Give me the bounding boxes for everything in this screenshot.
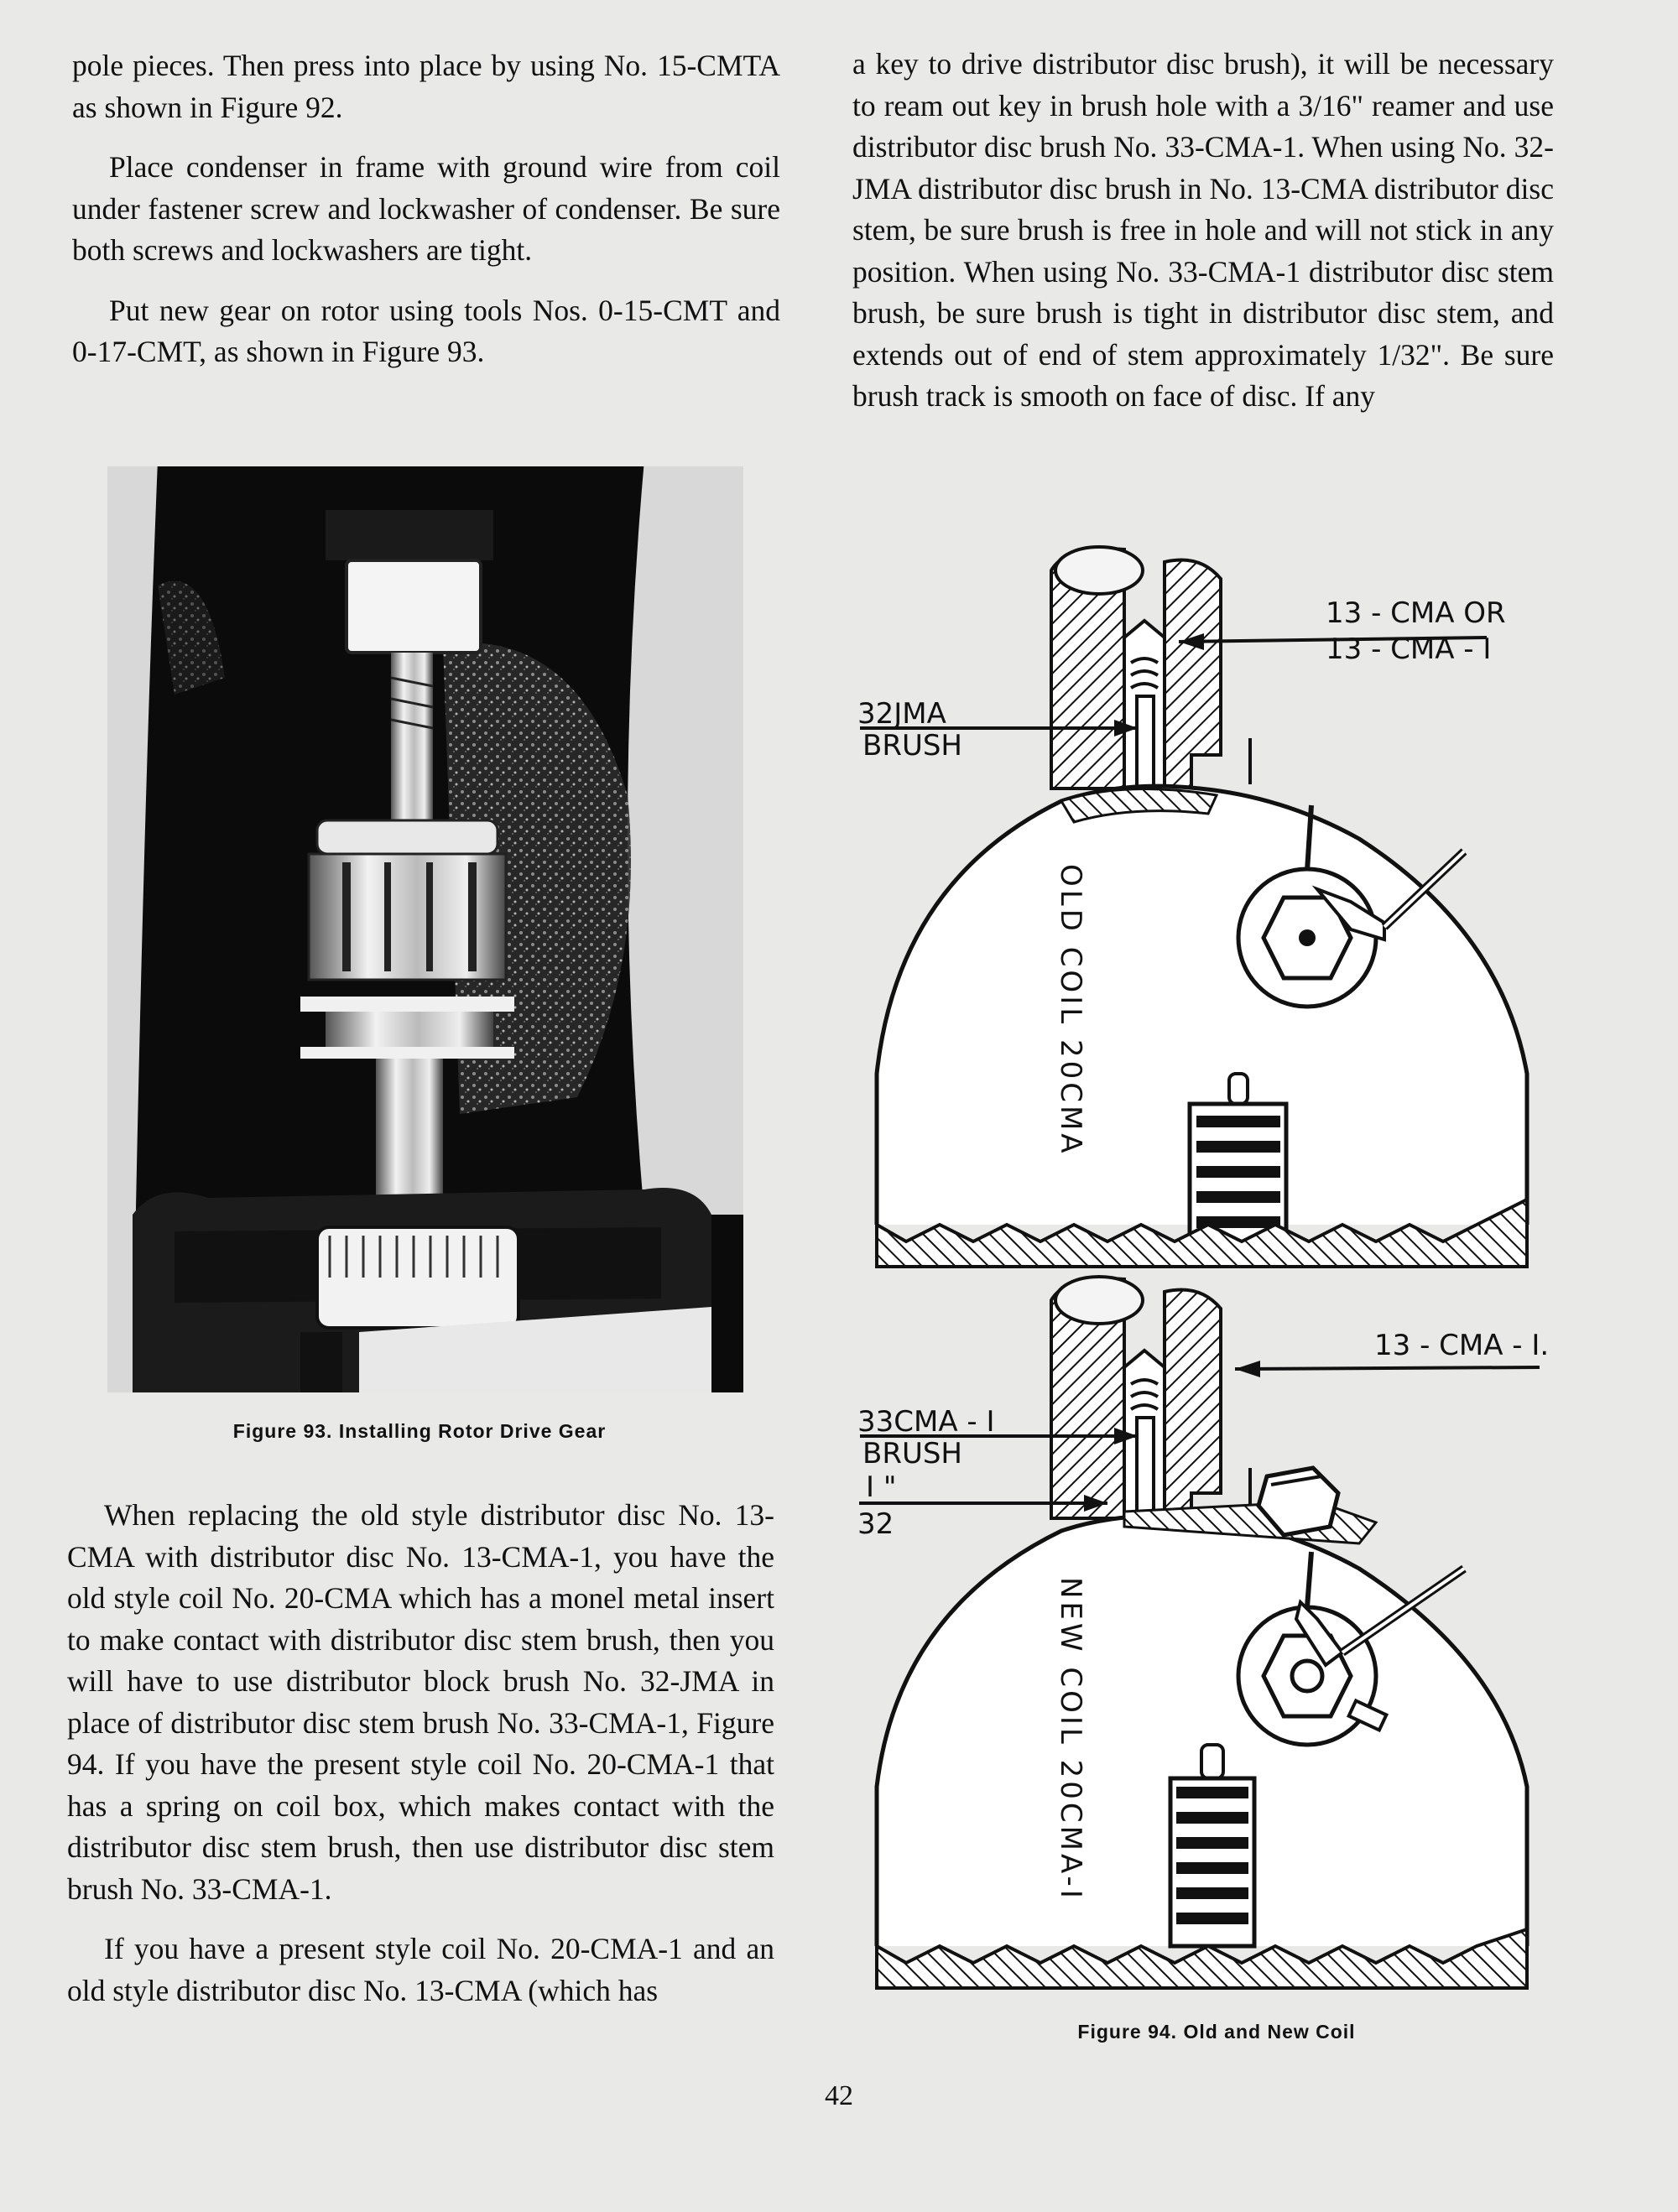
paragraph: Put new gear on rotor using tools Nos. 0-15-CMT and 0-17-CMT, as shown in Figure 93. [72, 293, 780, 368]
old-coil-label: OLD COIL 20CMA [1054, 864, 1087, 1157]
right-column-top-text [852, 44, 1554, 436]
paragraph: a key to drive distributor disc brush), it will be necessary to ream out key in brush hole with a 3/16" reamer and use distributor disc brush No. 33-CMA-1. When using No. 32-JMA distributor disc brush in No. 13-CMA distributor disc stem, be sure brush is free in hole and will not stick in any position. When using No. 33-CMA-1 distributor disc stem brush, be sure brush is tight in distributor disc stem, and extends out of end of stem approximately 1/32". Be sure brush track is smooth on face of disc. If any [852, 47, 1554, 413]
new-coil-diagram [857, 1277, 1549, 1988]
page-number: 42 [825, 2080, 853, 2111]
figure-93-photo [107, 460, 743, 1392]
paragraph: Place condenser in frame with ground wire from coil under fastener screw and lockwasher of condenser. Be sure both screws and lockwashers are tight. [72, 150, 780, 267]
figure-93-caption: Figure 93. Installing Rotor Drive Gear [232, 1420, 607, 1442]
fraction-numerator: I " [866, 1470, 897, 1504]
old-coil-diagram [857, 547, 1527, 1267]
figure-94-caption: Figure 94. Old and New Coil [1077, 2021, 1356, 2043]
label-13-cma-1: 13 - CMA - I [1326, 632, 1492, 666]
new-coil-label: NEW COIL 20CMA-I [1054, 1577, 1087, 1902]
left-column-bottom-text [67, 1495, 774, 2030]
paragraph: pole pieces. Then press into place by using No. 15-CMTA as shown in Figure 92. [72, 49, 780, 124]
label-32jma: 32JMA [857, 697, 946, 731]
figure-94-diagram [847, 528, 1561, 2005]
label-brush-new: BRUSH [862, 1437, 962, 1470]
paragraph: If you have a present style coil No. 20-CMA-1 and an old style distributor disc No. 13-CMA (which has [67, 1932, 774, 2007]
label-13-cma-1-new: 13 - CMA - I. [1374, 1329, 1550, 1362]
fraction-denominator: 32 [857, 1507, 894, 1541]
label-33cma-1: 33CMA - I [857, 1405, 995, 1439]
paragraph: When replacing the old style distributor disc No. 13-CMA with distributor disc No. 13-CMA-1, you have the old style coil No. 20-CMA which has a monel metal insert to make contact with distributor disc stem brush, then you will have to use distributor block brush No. 32-JMA in place of distributor disc stem brush No. 33-CMA-1, Figure 94. If you have the present style coil No. 20-CMA-1 that has a spring on coil box, which makes contact with the distributor disc stem brush, then use distributor disc stem brush No. 33-CMA-1. [67, 1498, 774, 1906]
label-brush: BRUSH [862, 729, 962, 762]
left-column-top-text [72, 45, 780, 392]
label-13-cma-or: 13 - CMA OR [1326, 596, 1506, 630]
